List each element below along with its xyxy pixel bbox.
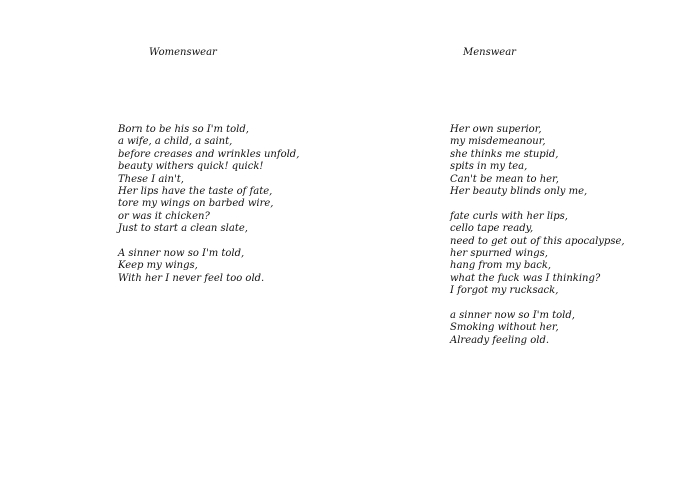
- poem-line: what the fuck was I thinking?: [450, 272, 601, 284]
- poem-line: or was it chicken?: [118, 210, 210, 222]
- poem-line: I forgot my rucksack,: [450, 285, 559, 297]
- poem-line: Keep my wings,: [118, 260, 198, 272]
- womenswear-poem: [118, 124, 299, 285]
- poem-line: her spurned wings,: [450, 247, 548, 259]
- poem-line: tore my wings on barbed wire,: [118, 198, 274, 210]
- poem-line: a wife, a child, a saint,: [118, 136, 233, 148]
- poem-line: beauty withers quick! quick!: [118, 161, 264, 173]
- poem-line: my misdemeanour,: [450, 136, 546, 148]
- womenswear-heading: Womenswear: [149, 47, 217, 58]
- poem-line: Just to start a clean slate,: [118, 223, 248, 235]
- poem-line: Her lips have the taste of fate,: [118, 185, 273, 197]
- poem-line: Her own superior,: [450, 124, 542, 135]
- poem-line: Already feeling old.: [450, 334, 550, 346]
- menswear-heading: Menswear: [463, 47, 516, 58]
- poem-line: before creases and wrinkles unfold,: [118, 148, 300, 160]
- womenswear-stanza-2: [118, 248, 299, 285]
- poem-line: she thinks me stupid,: [450, 148, 559, 160]
- womenswear-stanza-1: [118, 124, 299, 236]
- poem-line: cello tape ready,: [450, 223, 534, 235]
- poem-line: With her I never feel too old.: [118, 272, 265, 284]
- menswear-stanza-2: [450, 211, 625, 298]
- poem-line: fate curls with her lips,: [450, 210, 568, 222]
- poem-line: A sinner now so I'm told,: [118, 247, 245, 259]
- poem-line: Her beauty blinds only me,: [450, 185, 588, 197]
- poem-line: need to get out of this apocalypse,: [450, 235, 625, 247]
- poem-line: Born to be his so I'm told,: [118, 124, 249, 135]
- poem-line: a sinner now so I'm told,: [450, 309, 575, 321]
- poem-line: hang from my back,: [450, 260, 552, 272]
- menswear-stanza-1: [450, 124, 625, 198]
- poem-line: spits in my tea,: [450, 161, 528, 173]
- poem-line: Smoking without her,: [450, 322, 559, 334]
- menswear-poem: [450, 124, 625, 347]
- poem-line: These I ain't,: [118, 173, 184, 185]
- menswear-stanza-3: [450, 310, 625, 347]
- poem-line: Can't be mean to her,: [450, 173, 559, 185]
